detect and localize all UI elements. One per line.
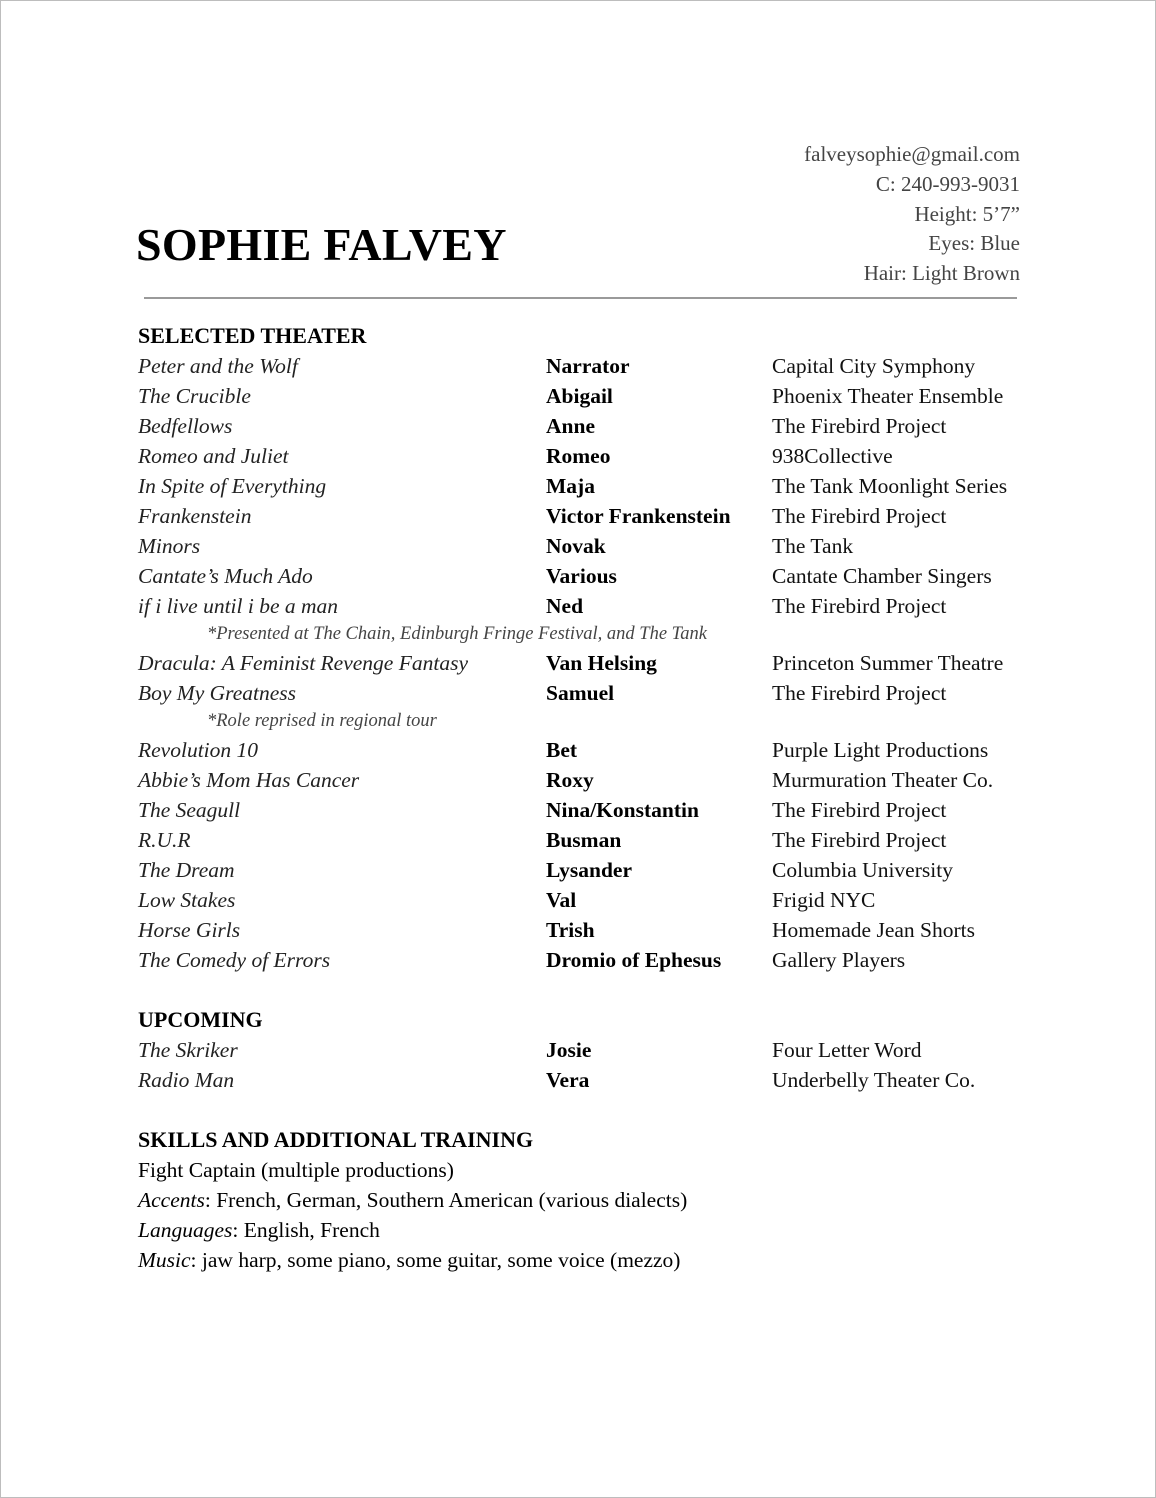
- role-name: Victor Frankenstein: [546, 504, 731, 528]
- production-title: Minors: [138, 534, 201, 558]
- upcoming-heading: UPCOMING: [138, 1007, 263, 1032]
- email: falveysophie@gmail.com: [804, 142, 1020, 166]
- skill-accents: [138, 1185, 1038, 1215]
- role-name: Val: [546, 888, 577, 912]
- credit-row: [138, 561, 1038, 591]
- company-name: The Tank: [772, 534, 854, 558]
- role-name: Nina/Konstantin: [546, 798, 699, 822]
- theater-list: [138, 351, 1038, 975]
- upcoming-list: [138, 1035, 1038, 1095]
- company-name: Frigid NYC: [772, 888, 876, 912]
- production-title: Bedfellows: [138, 414, 233, 438]
- company-name: Homemade Jean Shorts: [772, 918, 976, 942]
- role-name: Novak: [546, 534, 606, 558]
- role-name: Abigail: [546, 384, 613, 408]
- role-name: Narrator: [546, 354, 630, 378]
- company-name: Capital City Symphony: [772, 354, 976, 378]
- credit-row: [138, 441, 1038, 471]
- company-name: The Firebird Project: [772, 828, 947, 852]
- company-name: Gallery Players: [772, 948, 906, 972]
- role-name: Trish: [546, 918, 595, 942]
- role-name: Busman: [546, 828, 622, 852]
- role-name: Josie: [546, 1038, 592, 1062]
- resume-body: [138, 321, 1038, 1275]
- theater-heading: SELECTED THEATER: [138, 323, 367, 348]
- height: Height: 5’7”: [914, 201, 1020, 226]
- production-title: The Dream: [138, 858, 235, 882]
- role-name: Vera: [546, 1068, 590, 1092]
- role-name: Lysander: [546, 858, 633, 882]
- company-name: The Firebird Project: [772, 414, 947, 438]
- credit-row: [138, 471, 1038, 501]
- company-name: Phoenix Theater Ensemble: [772, 384, 1004, 408]
- company-name: The Firebird Project: [772, 798, 947, 822]
- production-title: if i live until i be a man: [138, 594, 339, 618]
- role-name: Bet: [546, 738, 578, 762]
- role-name: Samuel: [546, 681, 615, 705]
- production-title: Boy My Greatness: [138, 681, 297, 705]
- role-name: Anne: [546, 414, 595, 438]
- credit-row: [138, 411, 1038, 441]
- credit-row: [138, 591, 1038, 621]
- spacer: [138, 975, 1038, 1005]
- production-title: The Skriker: [138, 1038, 238, 1062]
- skill-value: : French, German, Southern American (various dialects): [204, 1188, 688, 1212]
- company-name: Columbia University: [772, 858, 953, 882]
- production-title: Revolution 10: [138, 738, 259, 762]
- company-name: The Firebird Project: [772, 681, 947, 705]
- credit-row: [138, 1035, 1038, 1065]
- company-name: Cantate Chamber Singers: [772, 564, 992, 588]
- spacer: [138, 1095, 1038, 1125]
- production-title: Dracula: A Feminist Revenge Fantasy: [138, 651, 468, 675]
- company-name: The Firebird Project: [772, 504, 947, 528]
- role-name: Maja: [546, 474, 595, 498]
- company-name: 938Collective: [772, 444, 893, 468]
- company-name: The Tank Moonlight Series: [772, 474, 1008, 498]
- credit-row: [138, 735, 1038, 765]
- skill-label: Languages: [138, 1218, 233, 1242]
- skill-label: Music: [138, 1248, 191, 1272]
- company-name: Murmuration Theater Co.: [772, 768, 994, 792]
- role-name: Roxy: [546, 768, 594, 792]
- production-title: Peter and the Wolf: [138, 354, 298, 378]
- company-name: Princeton Summer Theatre: [772, 651, 1004, 675]
- role-name: Van Helsing: [546, 651, 657, 675]
- role-name: Romeo: [546, 444, 611, 468]
- production-title: The Seagull: [138, 798, 241, 822]
- credit-note: *Role reprised in regional tour: [207, 711, 437, 731]
- hair: Hair: Light Brown: [863, 261, 1020, 286]
- credit-row: [138, 765, 1038, 795]
- credit-row: [138, 855, 1038, 885]
- production-title: R.U.R: [138, 828, 191, 852]
- skill-languages: [138, 1215, 1038, 1245]
- credit-row: [138, 381, 1038, 411]
- credit-row: [138, 795, 1038, 825]
- role-name: Various: [546, 564, 617, 588]
- skill-fight: Fight Captain (multiple productions): [138, 1158, 454, 1182]
- divider: [144, 297, 1017, 299]
- phone: C: 240-993-9031: [875, 171, 1020, 196]
- credit-row: [138, 915, 1038, 945]
- skills-heading: SKILLS AND ADDITIONAL TRAINING: [138, 1127, 534, 1152]
- company-name: The Firebird Project: [772, 594, 947, 618]
- credit-row: [138, 885, 1038, 915]
- eyes: Eyes: Blue: [928, 231, 1020, 256]
- role-name: Dromio of Ephesus: [546, 948, 722, 972]
- role-name: Ned: [546, 594, 584, 618]
- credit-row: [138, 531, 1038, 561]
- contact-info: [804, 140, 1020, 289]
- production-title: Radio Man: [138, 1068, 235, 1092]
- production-title: In Spite of Everything: [138, 474, 327, 498]
- skill-label: Accents: [138, 1188, 205, 1212]
- production-title: Cantate’s Much Ado: [138, 564, 313, 588]
- production-title: The Comedy of Errors: [138, 948, 331, 972]
- skill-music: [138, 1245, 1038, 1275]
- company-name: Four Letter Word: [772, 1038, 922, 1062]
- credit-row: [138, 945, 1038, 975]
- credit-row: [138, 501, 1038, 531]
- page-title: SOPHIE FALVEY: [136, 219, 507, 270]
- production-title: The Crucible: [138, 384, 251, 408]
- credit-row: [138, 678, 1038, 708]
- credit-row: [138, 351, 1038, 381]
- skill-value: : jaw harp, some piano, some guitar, some voice (mezzo): [190, 1248, 681, 1272]
- credit-row: [138, 648, 1038, 678]
- production-title: Abbie’s Mom Has Cancer: [138, 768, 360, 792]
- production-title: Frankenstein: [138, 504, 252, 528]
- company-name: Underbelly Theater Co.: [772, 1068, 976, 1092]
- company-name: Purple Light Productions: [772, 738, 989, 762]
- credit-row: [138, 825, 1038, 855]
- skill-value: : English, French: [232, 1218, 380, 1242]
- production-title: Horse Girls: [138, 918, 241, 942]
- production-title: Low Stakes: [138, 888, 236, 912]
- credit-row: [138, 1065, 1038, 1095]
- credit-note: *Presented at The Chain, Edinburgh Fringe Festival, and The Tank: [207, 624, 707, 644]
- production-title: Romeo and Juliet: [138, 444, 289, 468]
